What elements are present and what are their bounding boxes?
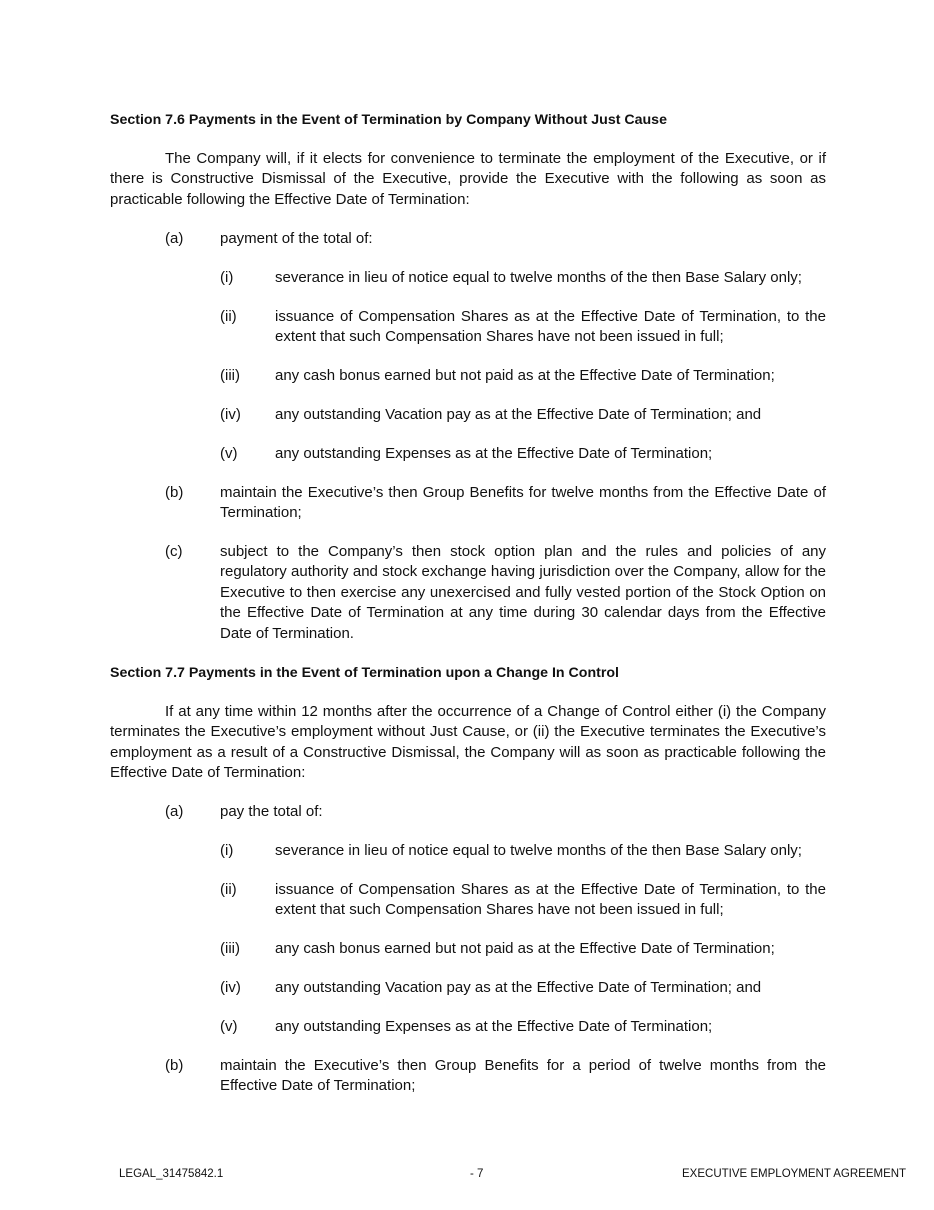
item-label: (ii) (220, 881, 237, 898)
section-7-7-intro: If at any time within 12 months after the occurrence of a Change of Control either (i) the Company terminates the Executive’s employment without Just Cause, or (ii) the Executive terminates the Executive’s employment as a result of a Constructive Dismissal, the Company will as soon as practicable following the Effective Date of Termination: (110, 703, 826, 782)
item-label: (a) (165, 230, 184, 247)
item-text: any cash bonus earned but not paid as at the Effective Date of Termination; (275, 940, 775, 957)
section-7-6-item-b (165, 483, 826, 524)
item-text: subject to the Company’s then stock option plan and the rules and policies of any regulatory authority and stock exchange having jurisdiction over the Company, allow for the Executive to then exercise any unexercised and fully vested portion of the Stock Option on the Effective Date of Termination at any time during 30 calendar days from the Effective Date of Termination. (220, 543, 826, 642)
item-text: any outstanding Expenses as at the Effective Date of Termination; (275, 1018, 713, 1035)
section-7-6-item-a-iii (220, 366, 826, 386)
item-text: payment of the total of: (220, 230, 373, 247)
section-7-7-item-a-ii (220, 880, 826, 921)
section-7-7-item-a-v (220, 1017, 826, 1037)
item-text: pay the total of: (220, 803, 323, 820)
section-7-6-item-c (165, 542, 826, 644)
section-7-7-item-a (165, 802, 826, 822)
item-text: maintain the Executive’s then Group Benefits for twelve months from the Effective Date of Termination; (220, 484, 826, 522)
item-label: (iv) (220, 406, 241, 423)
section-7-6-heading: Section 7.6 Payments in the Event of Termination by Company Without Just Cause (110, 112, 667, 128)
section-7-7-item-a-iii (220, 939, 826, 959)
item-text: any outstanding Vacation pay as at the Effective Date of Termination; and (275, 979, 762, 996)
section-7-6-item-a (165, 229, 826, 249)
item-label: (iii) (220, 940, 240, 957)
section-7-6-item-a-ii (220, 307, 826, 348)
item-label: (v) (220, 1018, 238, 1035)
item-label: (a) (165, 803, 184, 820)
item-text: maintain the Executive’s then Group Benefits for a period of twelve months from the Effective Date of Termination; (220, 1057, 826, 1095)
item-label: (iv) (220, 979, 241, 996)
section-7-7-heading: Section 7.7 Payments in the Event of Termination upon a Change In Control (110, 665, 619, 681)
item-label: (b) (165, 484, 184, 501)
item-text: any outstanding Vacation pay as at the Effective Date of Termination; and (275, 406, 762, 423)
item-text: any cash bonus earned but not paid as at the Effective Date of Termination; (275, 367, 775, 384)
section-7-7-item-b (165, 1056, 826, 1097)
item-text: issuance of Compensation Shares as at the Effective Date of Termination, to the extent that such Compensation Shares have not been issued in full; (275, 881, 826, 919)
section-7-6-item-a-iv (220, 405, 826, 425)
section-7-7-item-a-i (220, 841, 826, 861)
item-label: (b) (165, 1057, 184, 1074)
item-label: (iii) (220, 367, 240, 384)
item-label: (c) (165, 543, 183, 560)
item-label: (v) (220, 445, 238, 462)
item-label: (i) (220, 269, 234, 286)
section-7-6-item-a-v (220, 444, 826, 464)
footer-doc-id: LEGAL_31475842.1 (119, 1168, 224, 1180)
item-text: issuance of Compensation Shares as at the Effective Date of Termination, to the extent that such Compensation Shares have not been issued in full; (275, 308, 826, 346)
item-label: (i) (220, 842, 234, 859)
item-text: any outstanding Expenses as at the Effective Date of Termination; (275, 445, 713, 462)
section-7-7-item-a-iv (220, 978, 826, 998)
section-7-6-intro: The Company will, if it elects for convenience to terminate the employment of the Executive, or if there is Constructive Dismissal of the Executive, provide the Executive with the following as soon as practicable following the Effective Date of Termination: (110, 150, 826, 208)
item-text: severance in lieu of notice equal to twelve months of the then Base Salary only; (275, 842, 802, 859)
item-text: severance in lieu of notice equal to twelve months of the then Base Salary only; (275, 269, 802, 286)
footer-title: EXECUTIVE EMPLOYMENT AGREEMENT (682, 1168, 907, 1180)
footer-page-number: - 7 (470, 1168, 484, 1180)
section-7-6-item-a-i (220, 268, 826, 288)
item-label: (ii) (220, 308, 237, 325)
